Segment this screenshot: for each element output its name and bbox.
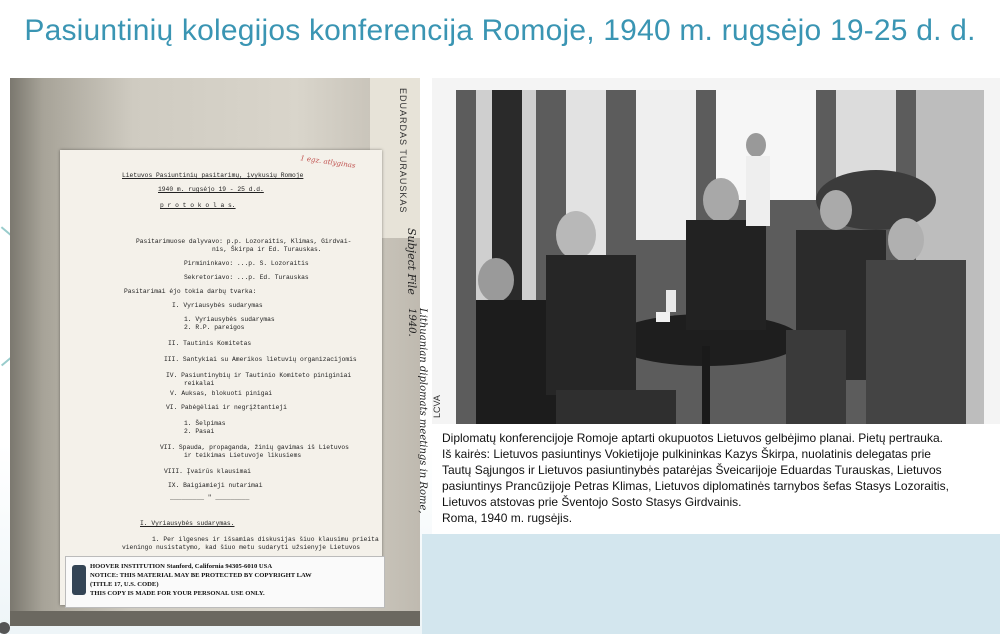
doc-line: vieningo nusistatymo, kad šiuo metu sudaryti užsienyje Lietuvos [122,544,361,551]
doc-line: Sekretoriavo: ...p. Ed. Turauskas [184,274,309,281]
doc-line: II. Tautinis Komitetas [168,340,252,347]
doc-line: Pasitarimai ėjo tokia darbų tvarka: [124,288,257,295]
doc-line: p r o t o k o l a s. [160,202,236,209]
copyright-line: NOTICE: THIS MATERIAL MAY BE PROTECTED BY COPYRIGHT LAW [90,571,312,579]
slide-nav-icon[interactable] [0,622,10,634]
folder-label-text: EDUARDAS TURAUSKAS [398,88,408,214]
doc-line: 1. Vyriausybės sudarymas [184,316,275,323]
doc-line: V. Auksas, blokuoti pinigai [170,390,273,397]
doc-line: 2. R.P. pareigos [184,324,245,331]
caption-line: Iš kairės: Lietuvos pasiuntinys Vokietijoje pulkininkas Kazys Škirpa, nuolatinis delegatas prie [442,447,931,461]
doc-line: 2. Pasai [184,428,215,435]
doc-line: III. Santykiai su Amerikos lietuvių organizacijomis [164,356,357,363]
photo-image [456,90,984,424]
doc-line: I. Vyriausybės sudarymas [172,302,263,309]
copyright-notice [65,556,385,608]
doc-line: Lietuvos Pasiuntinių pasitarimų, įvykusių Romoje [122,172,304,179]
doc-line: 1940 m. rugsėjo 19 - 25 d.d. [158,186,264,193]
document-bottom-edge [10,611,420,626]
doc-line: 1. Šelpimas [184,420,226,427]
red-annotation: 1 egz. atlyginas [299,154,356,170]
caption-line: Lietuvos atstovas prie Šventojo Sosto Stasys Girdvainis. [442,495,742,509]
photo-credit: LCVA [432,395,442,418]
doc-line: nis, Škirpa ir Ed. Turauskas. [212,246,322,253]
doc-line: I. Vyriausybės sudarymas. [140,520,235,527]
doc-line: Pasitarimuose dalyvavo: p.p. Lozoraitis, Klimas, Girdvai- [136,238,352,245]
caption-line: Diplomatų konferencijoje Romoje aptarti okupuotos Lietuvos gelbėjimo planai. Pietų pertrauka. [442,431,943,445]
bottom-band [422,534,1000,634]
historical-photo [432,78,1000,424]
doc-line: VIII. Įvairūs klausimai [164,468,251,475]
handwritten-note: Lithuanian diplomats meetings in Rome, 1940. [406,308,428,514]
doc-line: Pirmininkavo: ...p. S. Lozoraitis [184,260,309,267]
caption-line: Roma, 1940 m. rugsėjis. [442,511,573,525]
doc-line: VI. Pabėgėliai ir negrįžtantieji [166,404,287,411]
doc-line: reikalai [184,380,215,387]
doc-line: _________ " _________ [170,494,250,501]
protocol-page [60,150,382,605]
hoover-logo-icon [72,565,86,595]
copyright-line: HOOVER INSTITUTION Stanford, California 94305-6010 USA [90,563,273,570]
slide-title: Pasiuntinių kolegijos konferencija Romoje, 1940 m. rugsėjo 19-25 d. d. [24,14,976,47]
photo-scene [456,90,984,424]
photo-caption [432,424,1000,534]
doc-line: VII. Spauda, propaganda, žinių gavimas iš Lietuvos [160,444,349,451]
doc-line: ir teikimas Lietuvoje likusiems [184,452,302,459]
doc-line: IX. Baigiamieji nutarimai [168,482,263,489]
handwritten-note: Subject File [405,228,418,295]
caption-line: pasiuntinys Prancūzijoje Petras Klimas, Lietuvos diplomatinės tarnybos šefas Stasys Lozoraitis, [442,479,949,493]
caption-line: Tautų Sąjungos ir Lietuvos pasiuntinybės patarėjas Šveicarijoje Eduardas Turauskas, Lietuvos [442,463,942,477]
copyright-text [90,563,312,599]
doc-line: 1. Per ilgesnes ir išsamias diskusijas šiuo klausimu prieita [152,536,379,543]
doc-line: IV. Pasiuntinybių ir Tautinio Komiteto piniginiai [166,372,352,379]
copyright-line: THIS COPY IS MADE FOR YOUR PERSONAL USE ONLY. [90,589,265,597]
copyright-line: (TITLE 17, U.S. CODE) [90,580,159,588]
document-photo [10,78,428,626]
